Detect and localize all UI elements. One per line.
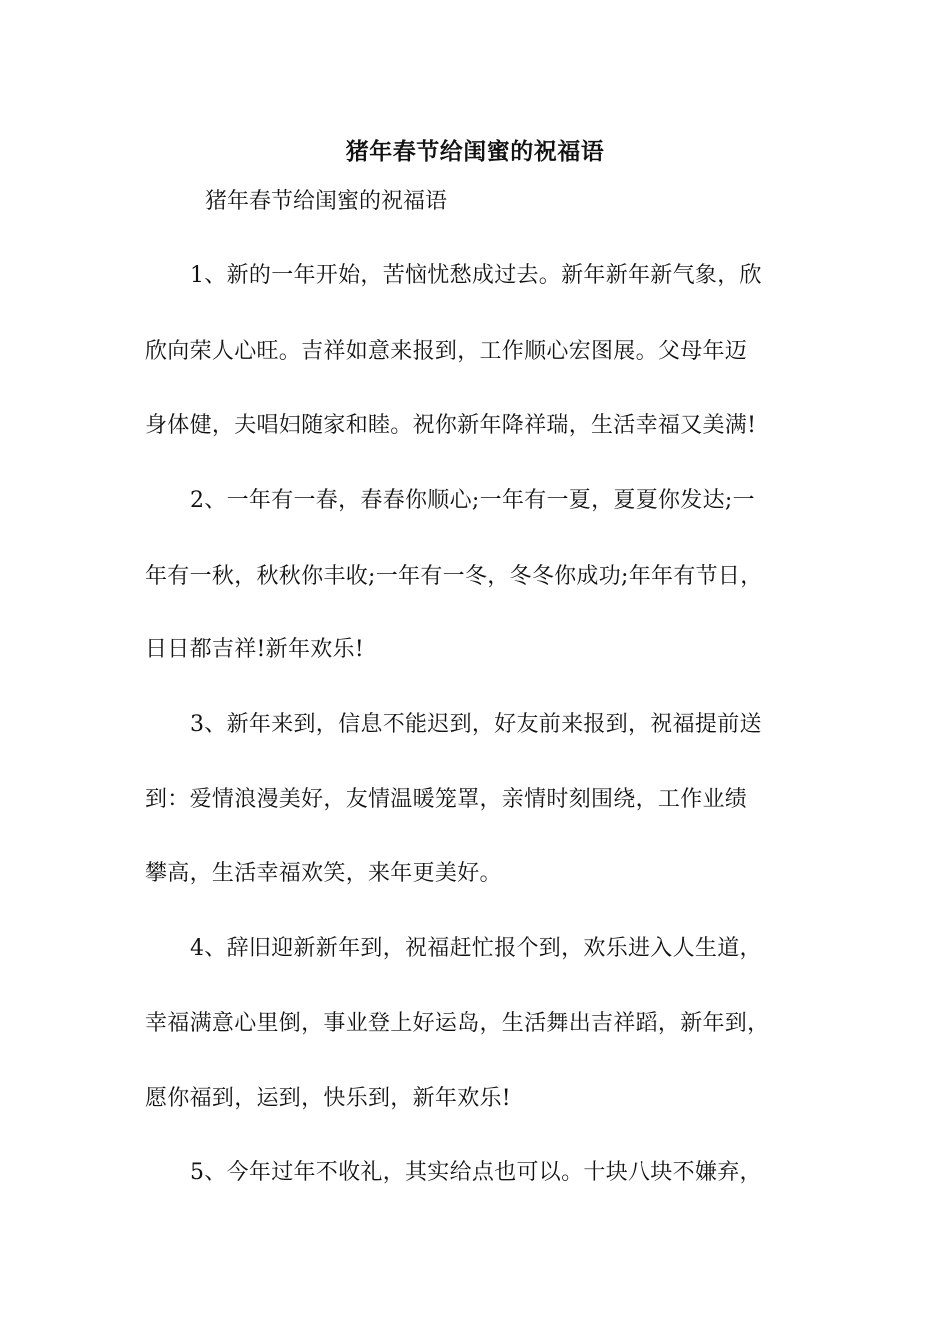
document-subtitle: 猪年春节给闺蜜的祝福语 (205, 189, 448, 214)
paragraph-line: 愿你福到，运到，快乐到，新年欢乐! (145, 1086, 511, 1111)
paragraph-line: 3、新年来到，信息不能迟到，好友前来报到，祝福提前送 (190, 712, 762, 737)
paragraph-line: 攀高，生活幸福欢笑，来年更美好。 (145, 861, 502, 886)
paragraph-line: 身体健，夫唱妇随家和睦。祝你新年降祥瑞，生活幸福又美满! (145, 413, 757, 438)
paragraph-line: 日日都吉祥!新年欢乐! (145, 637, 364, 662)
paragraph-line: 到：爱情浪漫美好，友情温暖笼罩，亲情时刻围绕，工作业绩 (145, 787, 748, 812)
paragraph-line: 5、今年过年不收礼，其实给点也可以。十块八块不嫌弃， (190, 1160, 762, 1185)
paragraph-line: 幸福满意心里倒，事业登上好运岛，生活舞出吉祥蹈，新年到， (145, 1011, 770, 1036)
paragraph-line: 4、辞旧迎新新年到，祝福赶忙报个到，欢乐进入人生道， (190, 936, 762, 961)
paragraph-line: 欣向荣人心旺。吉祥如意来报到，工作顺心宏图展。父母年迈 (145, 339, 748, 364)
paragraph-line: 1、新的一年开始，苦恼忧愁成过去。新年新年新气象，欣 (190, 263, 762, 288)
paragraph-line: 年有一秋，秋秋你丰收;一年有一冬，冬冬你成功;年年有节日， (145, 564, 763, 589)
paragraph-line: 2、一年有一春，春春你顺心;一年有一夏，夏夏你发达;一 (190, 488, 755, 513)
document-title: 猪年春节给闺蜜的祝福语 (345, 139, 605, 165)
